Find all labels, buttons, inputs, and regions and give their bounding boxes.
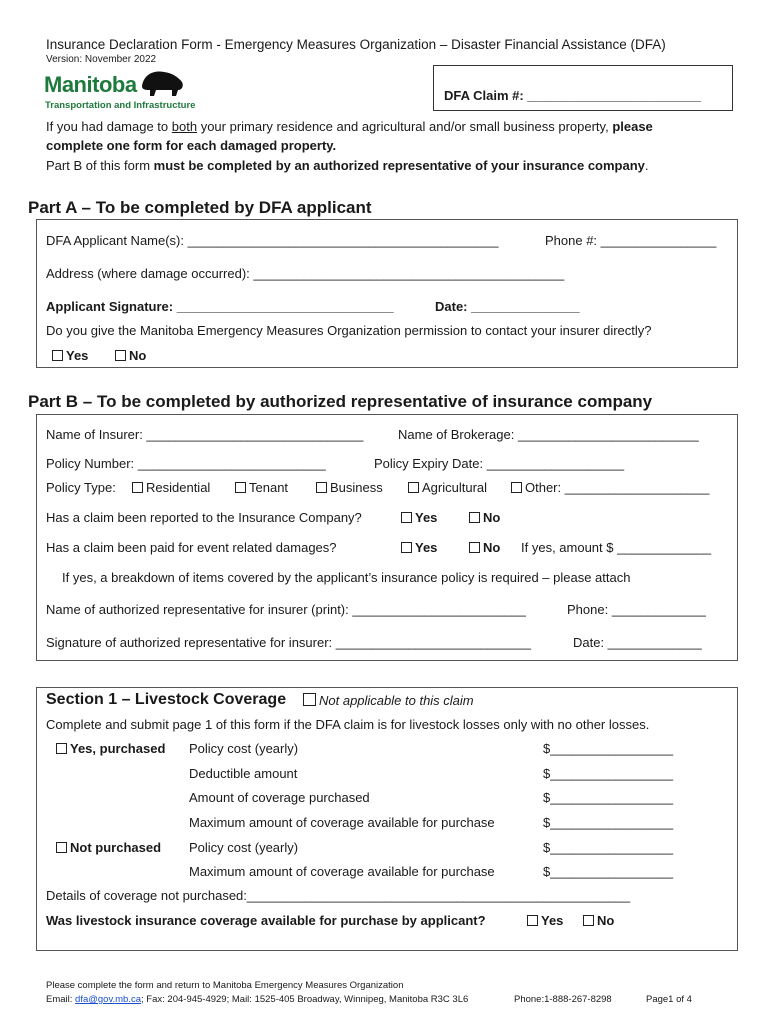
rep-date-field[interactable]: Date: _____________ [573, 635, 702, 650]
rep-name-field[interactable]: Name of authorized representative for insurer (print): ________________________ [46, 602, 526, 617]
part-b-heading: Part B – To be completed by authorized representative of insurance company [28, 392, 653, 411]
part-a-heading: Part A – To be completed by DFA applicant [28, 198, 372, 217]
address-field[interactable]: Address (where damage occurred): ___________________________________________ [46, 266, 565, 281]
claim-number-field[interactable]: DFA Claim #: ________________________ [444, 88, 701, 103]
policy-number-field[interactable]: Policy Number: __________________________ [46, 456, 326, 471]
policy-type-label: Policy Type: [46, 480, 116, 495]
not-purchased-max-coverage-field[interactable]: $_________________ [543, 864, 674, 879]
policy-expiry-field[interactable]: Policy Expiry Date: ___________________ [374, 456, 625, 471]
permission-no-checkbox[interactable]: No [115, 348, 146, 363]
checkbox-icon [115, 350, 126, 361]
checkbox-icon [56, 743, 67, 754]
yes-purchased-checkbox[interactable]: Yes, purchased [56, 741, 165, 756]
form-title: Insurance Declaration Form - Emergency Measures Organization – Disaster Financial Assistance (DFA) [46, 37, 666, 52]
applicant-signature-field[interactable]: Applicant Signature: ______________________________ [46, 299, 394, 314]
part-a-box [36, 219, 738, 368]
checkbox-icon [52, 350, 63, 361]
not-purchased-checkbox[interactable]: Not purchased [56, 840, 161, 855]
purchased-policy-cost-label: Policy cost (yearly) [189, 741, 299, 756]
checkbox-icon [408, 482, 419, 493]
other-checkbox[interactable]: Other: ____________________ [511, 480, 709, 495]
coverage-purchased-label: Amount of coverage purchased [189, 790, 370, 805]
coverage-purchased-field[interactable]: $_________________ [543, 790, 674, 805]
reported-yes-checkbox[interactable]: Yes [401, 510, 437, 525]
section-1-heading: Section 1 – Livestock Coverage [46, 691, 287, 708]
checkbox-icon [511, 482, 522, 493]
availability-no-checkbox[interactable]: No [583, 913, 614, 928]
not-applicable-checkbox[interactable]: Not applicable to this claim [303, 693, 474, 708]
checkbox-icon [303, 693, 316, 706]
footer-phone: Phone:1-888-267-8298 [514, 994, 612, 1005]
claim-paid-question: Has a claim been paid for event related damages? [46, 540, 337, 555]
manitoba-logo [44, 68, 194, 114]
intro-line-2: complete one form for each damaged property. [46, 138, 337, 153]
section-1-box [36, 687, 738, 951]
paid-no-checkbox[interactable]: No [469, 540, 500, 555]
purchased-policy-cost-field[interactable]: $_________________ [543, 741, 674, 756]
applicant-names-field[interactable]: DFA Applicant Name(s): ___________________________________________ [46, 233, 499, 248]
footer-contact: Email: dfa@gov.mb.ca; Fax: 204-945-4929; Mail: 1525-405 Broadway, Winnipeg, Manitoba R3C 3L6 [46, 994, 469, 1005]
part-b-box [36, 414, 738, 661]
max-coverage-label: Maximum amount of coverage available for purchase [189, 815, 495, 830]
intro-line-1: If you had damage to both your primary residence and agricultural and/or small business property, please [46, 119, 653, 134]
business-checkbox[interactable]: Business [316, 480, 383, 495]
intro-line-3: Part B of this form must be completed by an authorized representative of your insurance company. [46, 158, 649, 173]
checkbox-icon [401, 512, 412, 523]
availability-yes-checkbox[interactable]: Yes [527, 913, 563, 928]
email-link[interactable]: dfa@gov.mb.ca [75, 994, 142, 1005]
rep-phone-field[interactable]: Phone: _____________ [567, 602, 706, 617]
paid-amount-field[interactable]: If yes, amount $ _____________ [521, 540, 712, 555]
checkbox-icon [469, 542, 480, 553]
availability-question: Was livestock insurance coverage available for purchase by applicant? [46, 913, 486, 928]
tenant-checkbox[interactable]: Tenant [235, 480, 288, 495]
logo-subtitle: Transportation and Infrastructure [45, 100, 196, 111]
max-coverage-field[interactable]: $_________________ [543, 815, 674, 830]
version-label: Version: November 2022 [46, 54, 157, 65]
checkbox-icon [469, 512, 480, 523]
claim-number-box[interactable] [433, 65, 733, 111]
checkbox-icon [235, 482, 246, 493]
details-not-purchased-field[interactable]: Details of coverage not purchased:_____________________________________________________ [46, 888, 631, 903]
breakdown-note: If yes, a breakdown of items covered by the applicant’s insurance policy is required – please attach [62, 570, 631, 585]
checkbox-icon [527, 915, 538, 926]
logo-wordmark: Manitoba [44, 72, 137, 97]
footer-instructions: Please complete the form and return to Manitoba Emergency Measures Organization [46, 980, 404, 991]
bison-icon [138, 68, 186, 98]
not-purchased-max-coverage-label: Maximum amount of coverage available for purchase [189, 864, 495, 879]
claim-reported-question: Has a claim been reported to the Insurance Company? [46, 510, 362, 525]
brokerage-name-field[interactable]: Name of Brokerage: _________________________ [398, 427, 699, 442]
page-number: Page1 of 4 [646, 994, 692, 1005]
paid-yes-checkbox[interactable]: Yes [401, 540, 437, 555]
checkbox-icon [583, 915, 594, 926]
applicant-date-field[interactable]: Date: _______________ [435, 299, 580, 314]
rep-signature-field[interactable]: Signature of authorized representative for insurer: ___________________________ [46, 635, 531, 650]
insurer-name-field[interactable]: Name of Insurer: ______________________________ [46, 427, 364, 442]
checkbox-icon [316, 482, 327, 493]
permission-yes-checkbox[interactable]: Yes [52, 348, 88, 363]
not-purchased-policy-cost-label: Policy cost (yearly) [189, 840, 299, 855]
residential-checkbox[interactable]: Residential [132, 480, 210, 495]
checkbox-icon [401, 542, 412, 553]
agricultural-checkbox[interactable]: Agricultural [408, 480, 487, 495]
not-purchased-policy-cost-field[interactable]: $_________________ [543, 840, 674, 855]
applicant-phone-field[interactable]: Phone #: ________________ [545, 233, 717, 248]
permission-question: Do you give the Manitoba Emergency Measures Organization permission to contact your insurer directly? [46, 323, 652, 338]
checkbox-icon [132, 482, 143, 493]
reported-no-checkbox[interactable]: No [469, 510, 500, 525]
checkbox-icon [56, 842, 67, 853]
deductible-field[interactable]: $_________________ [543, 766, 674, 781]
deductible-label: Deductible amount [189, 766, 298, 781]
section-1-instruction: Complete and submit page 1 of this form if the DFA claim is for livestock losses only with no other losses. [46, 717, 650, 732]
